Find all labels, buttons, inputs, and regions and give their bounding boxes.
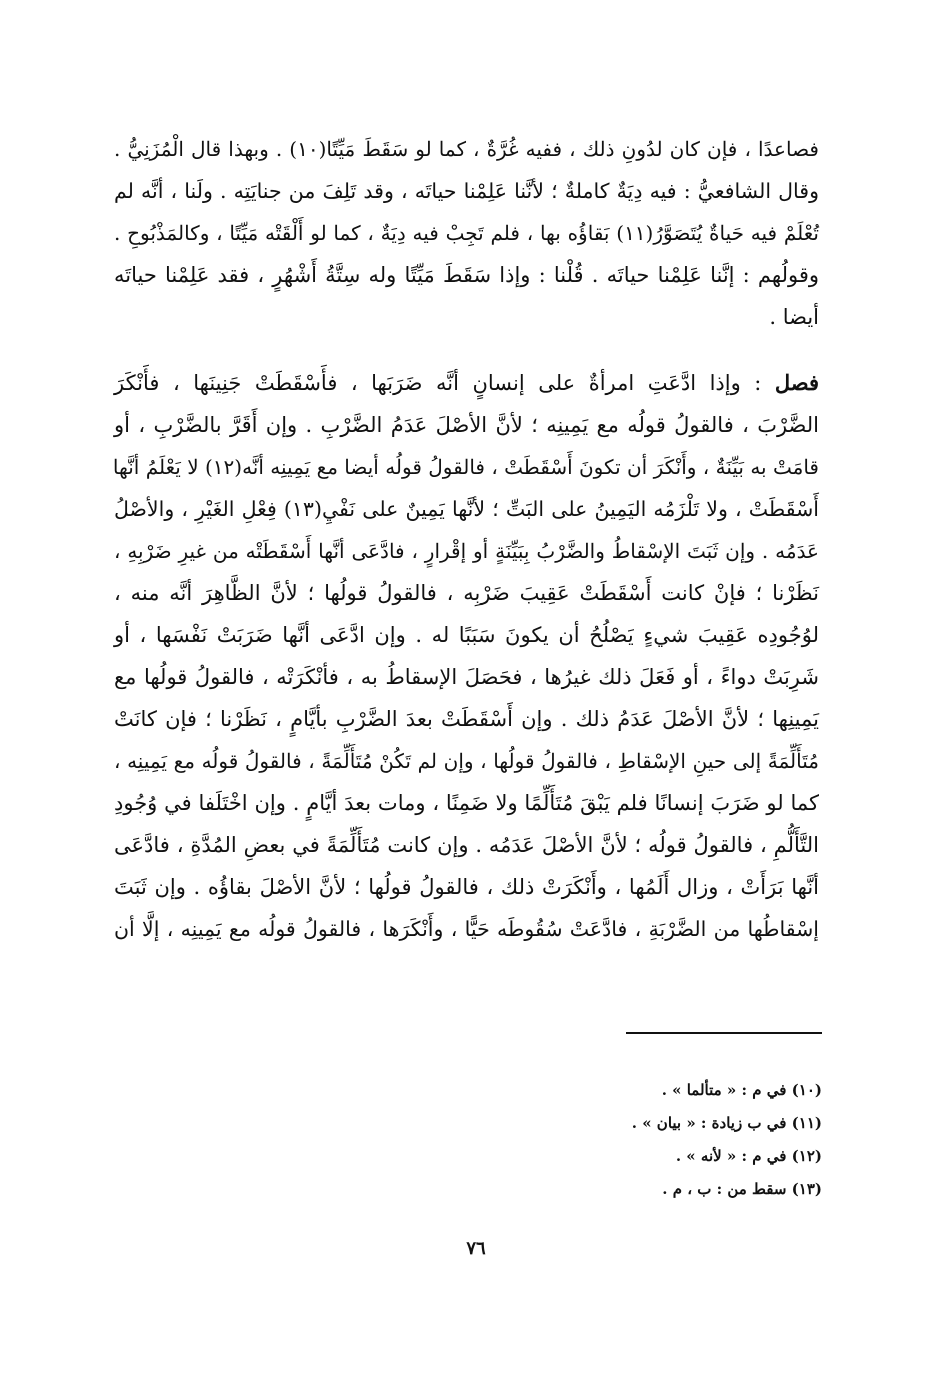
text-line: وقولُهم : إنَّنا عَلِمْنا حياتَه . قُلْنا : وإذا سَقَطَ مَيِّتًا وله سِتَّةُ أَشْهُرٍ ، فقد عَلِمْنا حياتَه	[114, 263, 819, 287]
text-line-first	[114, 362, 819, 404]
text-line: نَظَرْنا ؛ فإنْ كانت أَسْقَطَتْ عَقِيبَ ضَرْبِه ، فالقولُ قولُها ؛ لأنَّ الظَّاهِرَ أنَّه منه ،	[114, 581, 819, 605]
footnotes	[422, 1074, 822, 1206]
footnote: (١١) في ب زيادة : « بيان » .	[631, 1114, 822, 1132]
text-line: أنَّها بَرَأَتْ ، وزال أَلَمُها ، وأَنْكَرَتْ ذلك ، فالقولُ قولُها ؛ لأنَّ الأصْلَ بقاؤُه . وإن ثَبَتَ	[114, 875, 819, 899]
paragraph-1	[114, 128, 819, 338]
text-line: عَدَمُه . وإن ثَبَتَ الإسْقاطُ والضَّرْبُ بِبَيِّنَةٍ أو إقْرارٍ ، فادَّعَى أنَّها أَسْقَطَتْه من غيرِ ضَرْبِهِ ،	[114, 539, 819, 563]
text-line: يَمِينِها ؛ لأنَّ الأصْلَ عَدَمُ ذلك . وإن أَسْقَطَتْ بعدَ الضَّرْبِ بأيَّامٍ ، نَظَرْنا ؛ فإن كانَتْ	[114, 707, 819, 731]
footnote-separator	[626, 1032, 822, 1034]
text-line: شَرِبَتْ دواءً ، أو فَعَلَ ذلك غيرُها ، فحَصَلَ الإسقاطُ به ، فأنْكَرَتْه ، فالقولُ قولُها مع	[114, 665, 819, 689]
footnote: (١٢) في م : « لأنه » .	[675, 1147, 822, 1165]
page-number: ٧٦	[466, 1238, 486, 1259]
text-line: الضَّرْبَ ، فالقولُ قولُه مع يَمِينِه ؛ لأنَّ الأصْلَ عَدَمُ الضَّرْبِ . وإن أَقَرَّ بالضَّرْبِ ، أو	[114, 413, 819, 437]
text-line-rest: : وإذا ادَّعَتِ امرأةٌ على إنسانٍ أنَّه ضَرَبَها ، فأَسْقَطَتْ جَنِينَها ، فأَنْكَرَ	[114, 371, 775, 395]
text-line: أَسْقَطَتْ ، ولا تَلْزَمُه اليَمِينُ على البَتِّ ؛ لأنَّها يَمِينٌ على نَفْيِ(١٣) فِعْلِ الغَيْرِ ، والأصْلُ	[114, 497, 819, 521]
text-line: فصاعدًا ، فإن كان لدُونِ ذلك ، ففيه غُرَّةٌ ، كما لو سَقَطَ مَيِّتًا(١٠) . وبهذا قال الْمُزَنِيُّ .	[114, 137, 819, 161]
paragraph-2	[114, 362, 819, 950]
text-line: تُعْلَمْ فيه حَياةٌ يُتَصَوَّرُ(١١) بَقاؤُه بها ، فلم تَجِبْ فيه دِيَةٌ ، كما لو أَلْقَتْه مَيِّتًا ، وكالمَذْبُوحِ .	[114, 221, 819, 245]
text-line: إسْقاطُها من الضَّرْبَةِ ، فادَّعَتْ سُقُوطَه حَيًّا ، وأَنْكَرَها ، فالقولُ قولُه مع يَمِينِه ، إلَّا أن	[114, 917, 819, 941]
section-heading: فصل	[774, 370, 819, 395]
footnote: (١٠) في م : « متألما » .	[661, 1081, 822, 1099]
text-line: التَّأَلُّمِ ، فالقولُ قولُه ؛ لأنَّ الأصْلَ عَدَمُه . وإن كانت مُتَأَلِّمَةً في بعضِ المُدَّةِ ، فادَّعَى	[114, 833, 819, 857]
text-line: وقال الشافعيُّ : فيه دِيَةٌ كاملةٌ ؛ لأنَّنا عَلِمْنا حياتَه ، وقد تَلِفَ من جنايَتِه . ولَنا ، أنَّه لم	[114, 179, 819, 203]
text-line: قامَتْ به بَيِّنَةٌ ، وأَنْكَرَ أن تكونَ أَسْقَطَتْ ، فالقولُ قولُه أيضا مع يَمِينِه أنَّه(١٢) لا يَعْلَمُ أنَّها	[112, 455, 819, 479]
text-line: مُتَأَلِّمَةً إلى حينِ الإسْقاطِ ، فالقولُ قولُها ، وإن لم تَكُنْ مُتَأَلِّمَةً ، فالقولُ قولُه مع يَمِينِه ،	[114, 749, 819, 773]
text-line: أيضا .	[769, 305, 819, 329]
footnote: (١٣) سقط من : ب ، م .	[662, 1180, 822, 1198]
text-line: كما لو ضَرَبَ إنسانًا فلم يَبْقَ مُتَأَلِّمًا ولا ضَمِنًا ، ومات بعدَ أيَّامٍ . وإن اخْتَلَفا في وُجُودِ	[114, 791, 819, 815]
text-line: لوُجُودِه عَقِيبَ شيءٍ يَصْلُحُ أن يكونَ سَبَبًا له . وإن ادَّعَى أنَّها ضَرَبَتْ نَفْسَها ، أو	[114, 623, 819, 647]
